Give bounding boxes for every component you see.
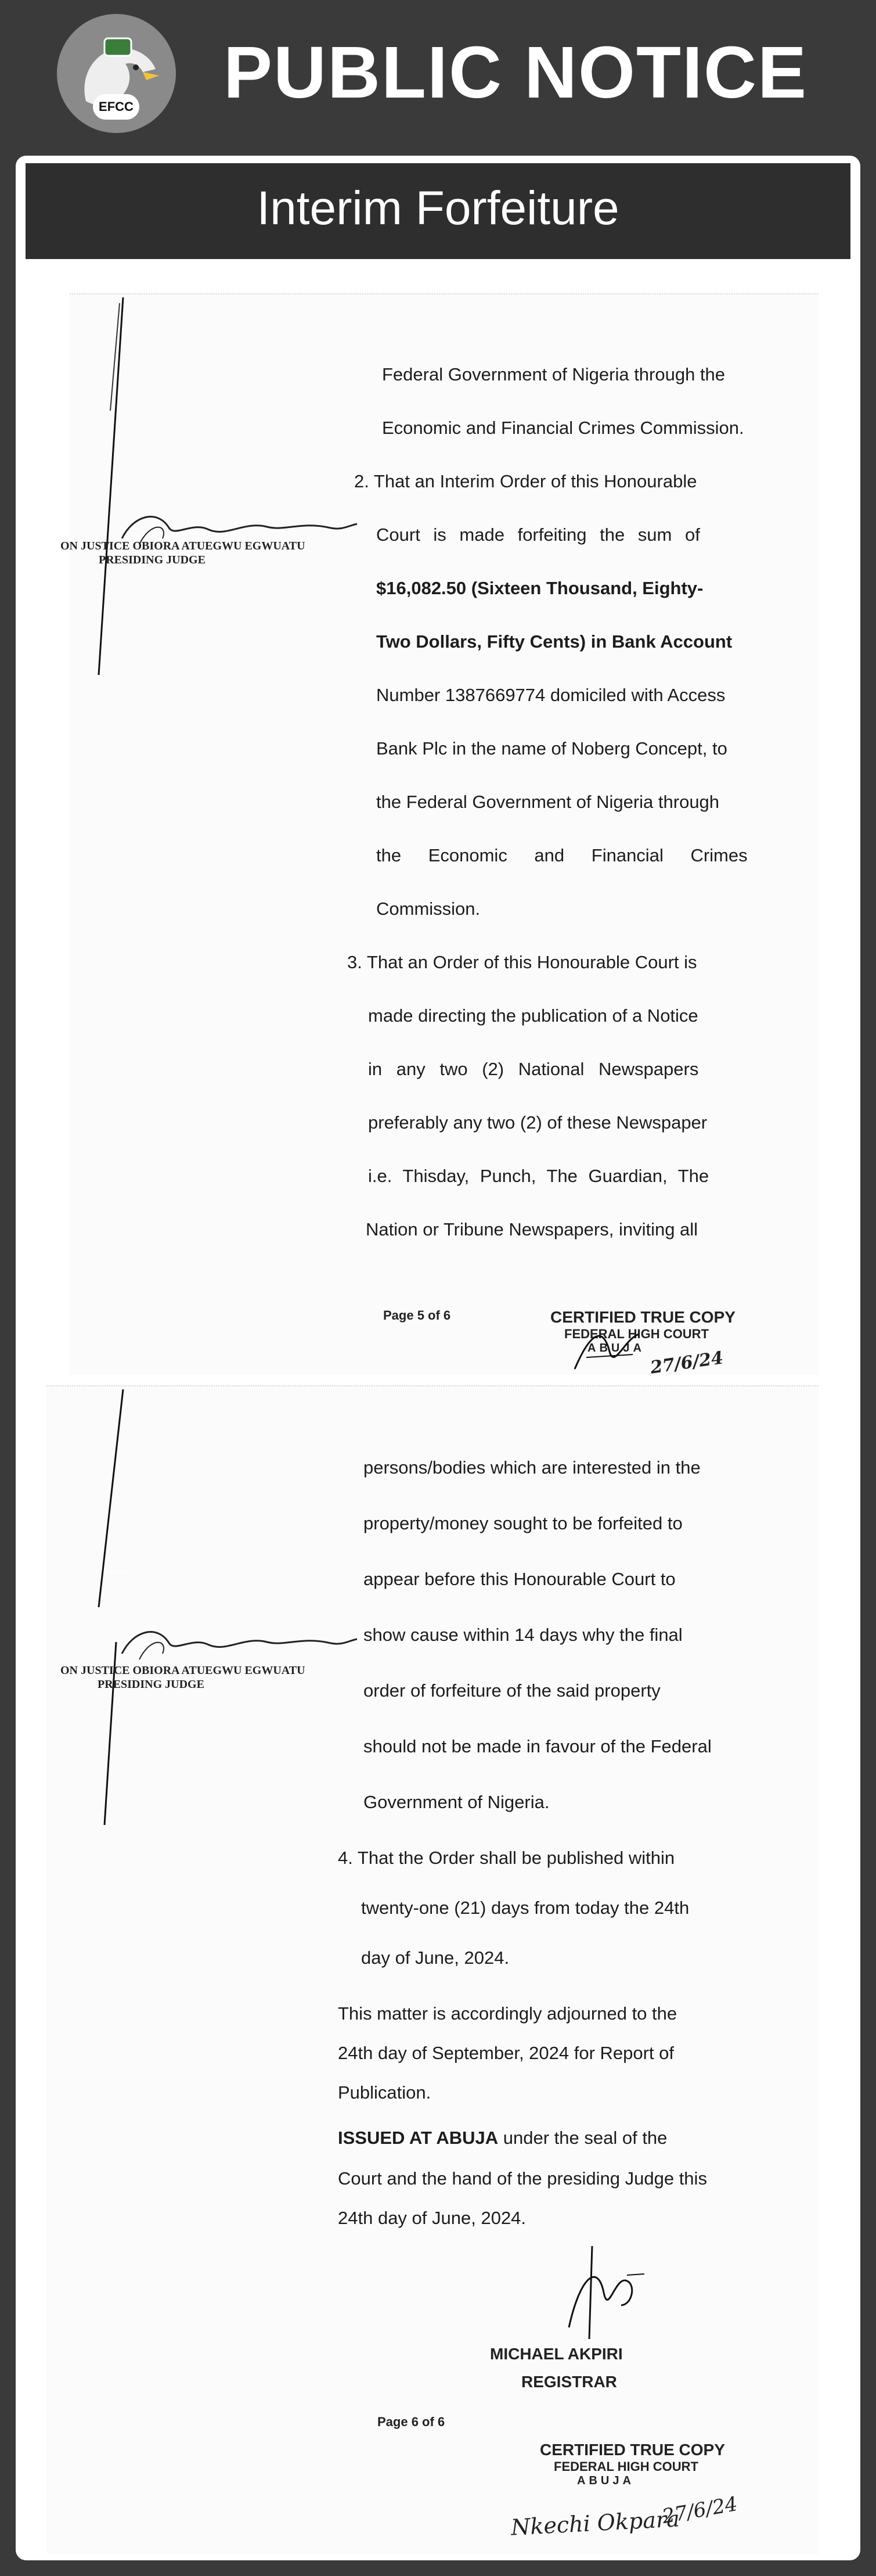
judge-signature-icon	[99, 1619, 360, 1671]
text-line: 4. That the Order shall be published within	[338, 1848, 675, 1868]
text-line: Number 1387669774 domiciled with Access	[376, 685, 726, 705]
issued-at-text: under the seal of the	[498, 2128, 668, 2148]
stamp-title: CERTIFIED TRUE COPY	[540, 2441, 725, 2459]
text-line: Two Dollars, Fifty Cents) in Bank Account	[376, 631, 733, 652]
subtitle: Interim Forfeiture	[257, 182, 619, 235]
text-line: persons/bodies which are interested in the	[363, 1457, 701, 1478]
stamp-court: FEDERAL HIGH COURT	[564, 1327, 709, 1341]
text-line: order of forfeiture of the said property	[363, 1680, 661, 1701]
stamp-signature-icon	[569, 1323, 650, 1375]
stamp-court: FEDERAL HIGH COURT	[554, 2459, 698, 2474]
registrar-name: MICHAEL AKPIRI	[490, 2345, 623, 2363]
text-line: Bank Plc in the name of Noberg Concept, to	[376, 738, 727, 759]
text-line: twenty-one (21) days from today the 24th	[361, 1898, 690, 1918]
text-line: i.e. Thisday, Punch, The Guardian, The	[368, 1166, 709, 1186]
text-line: Commission.	[376, 899, 481, 919]
certified-stamp	[540, 2441, 725, 2488]
text-line: Court is made forfeiting the sum of	[376, 524, 700, 545]
text-line: show cause within 14 days why the final	[363, 1625, 683, 1645]
page-title: PUBLIC NOTICE	[223, 31, 808, 113]
text-line: appear before this Honourable Court to	[363, 1569, 676, 1589]
page-number: Page 5 of 6	[383, 1308, 451, 1323]
text-line: the Federal Government of Nigeria through	[376, 792, 720, 812]
text-line: Economic and Financial Crimes Commission.	[382, 418, 744, 438]
text-line: $16,082.50 (Sixteen Thousand, Eighty-	[376, 578, 704, 598]
court-page-6	[46, 1385, 819, 2554]
text-line: in any two (2) National Newspapers	[368, 1059, 699, 1079]
text-line: preferably any two (2) of these Newspaper	[368, 1112, 708, 1133]
registrar-signature-icon	[557, 2240, 650, 2345]
text-line: 3. That an Order of this Honourable Court is	[347, 952, 697, 972]
court-page-5	[60, 293, 819, 1378]
text-line: the Economic and Financial Crimes	[376, 845, 748, 865]
stamp-city: ABUJA	[587, 1342, 645, 1355]
judge-title: PRESIDING JUDGE	[98, 1678, 204, 1691]
text-line: 24th day of June, 2024.	[338, 2208, 527, 2228]
text-line: property/money sought to be forfeited to	[363, 1513, 683, 1533]
text-line: 24th day of September, 2024 for Report of	[338, 2043, 675, 2063]
header-banner	[0, 0, 876, 148]
text-line: Federal Government of Nigeria through the	[382, 364, 726, 385]
stamp-signature: Nkechi Okpara	[510, 2506, 680, 2541]
stamp-date: 27/6/24	[649, 1348, 725, 1378]
text-line: made directing the publication of a Notice	[368, 1005, 698, 1026]
text-line: Nation or Tribune Newspapers, inviting all	[366, 1219, 698, 1240]
registrar-title: REGISTRAR	[521, 2373, 617, 2391]
issued-at-label: ISSUED AT ABUJA	[338, 2128, 499, 2148]
judge-title: PRESIDING JUDGE	[99, 554, 206, 566]
text-line: Government of Nigeria.	[363, 1792, 550, 1812]
text-line: Publication.	[338, 2082, 431, 2103]
margin-line	[93, 294, 128, 678]
text-line: 2. That an Interim Order of this Honourable	[354, 471, 697, 491]
text-line: day of June, 2024.	[361, 1948, 510, 1968]
subtitle-bar	[26, 163, 850, 259]
text-line: Court and the hand of the presiding Judge this	[338, 2168, 707, 2189]
text-line: should not be made in favour of the Federal	[363, 1736, 712, 1756]
efcc-logo	[57, 14, 176, 133]
logo-badge	[93, 94, 139, 120]
logo-text: EFCC	[99, 99, 134, 114]
stamp-date: 27/6/24	[660, 2492, 740, 2529]
text-line: This matter is accordingly adjourned to the	[338, 2003, 677, 2024]
text-line	[338, 2128, 667, 2149]
judge-name: ON JUSTICE OBIORA ATUEGWU EGWUATU	[60, 540, 305, 552]
page-number: Page 6 of 6	[377, 2415, 445, 2429]
judge-name: ON JUSTICE OBIORA ATUEGWU EGWUATU	[60, 1664, 305, 1677]
margin-line	[81, 1386, 128, 1828]
stamp-city: ABUJA	[577, 2474, 635, 2487]
stamp-title: CERTIFIED TRUE COPY	[550, 1308, 736, 1326]
